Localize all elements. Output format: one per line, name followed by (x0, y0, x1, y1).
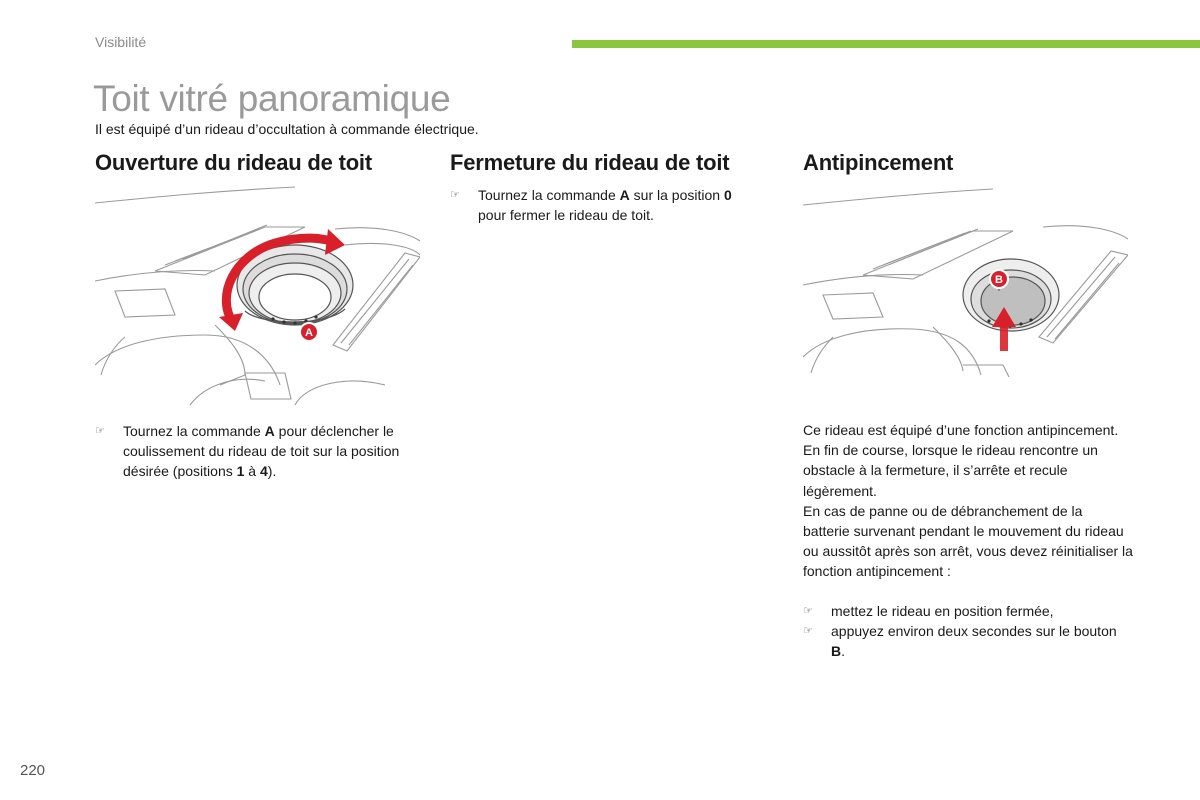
roof-control-button-illustration (803, 187, 1128, 377)
pointing-hand-icon: ☞ (803, 605, 813, 617)
antipinch-steps (803, 601, 1133, 662)
antipinch-para-1: Ce rideau est équipé d’une fonction antipincement. (803, 422, 1119, 438)
heading-opening: Ouverture du rideau de toit (95, 150, 372, 175)
closing-instruction: ☞ Tournez la commande A sur la position 0 pour fermer le rideau de toit. (450, 187, 732, 223)
antipinch-description (803, 420, 1133, 582)
heading-closing: Fermeture du rideau de toit (450, 150, 730, 175)
heading-antipinch: Antipincement (803, 150, 954, 175)
opening-instruction: ☞ Tournez la commande A pour déclencher le coulissement du rideau de toit sur la position désirée (positions 1 à 4). (95, 423, 400, 479)
pointing-hand-icon: ☞ (95, 425, 105, 437)
antipinch-para-3: En cas de panne ou de débranchement de la batterie survenant pendant le mouvement du rideau ou aussitôt après son arrêt, vous devez réinitialiser la fonction antipincement : (803, 502, 1133, 580)
label-b-marker: B (995, 274, 1003, 286)
antipinch-para-2: En fin de course, lorsque le rideau rencontre un obstacle à la fermeture, il s’arrête et recule légèrement. (803, 442, 1098, 499)
intro-text: Il est équipé d’un rideau d’occultation à commande électrique. (95, 121, 479, 137)
page-title: Toit vitré panoramique (93, 78, 451, 119)
label-a-marker: A (305, 327, 313, 339)
page-number: 220 (20, 762, 46, 779)
pointing-hand-icon: ☞ (803, 625, 813, 638)
pointing-hand-icon: ☞ (450, 189, 460, 201)
list-item: ☞ mettez le rideau en position fermée, (803, 601, 1133, 621)
roof-control-rotary-illustration (95, 185, 420, 407)
list-item: ☞ appuyez environ deux secondes sur le bouton B. (803, 623, 1117, 660)
section-accent-bar (572, 40, 1200, 48)
section-label: Visibilité (95, 34, 147, 50)
